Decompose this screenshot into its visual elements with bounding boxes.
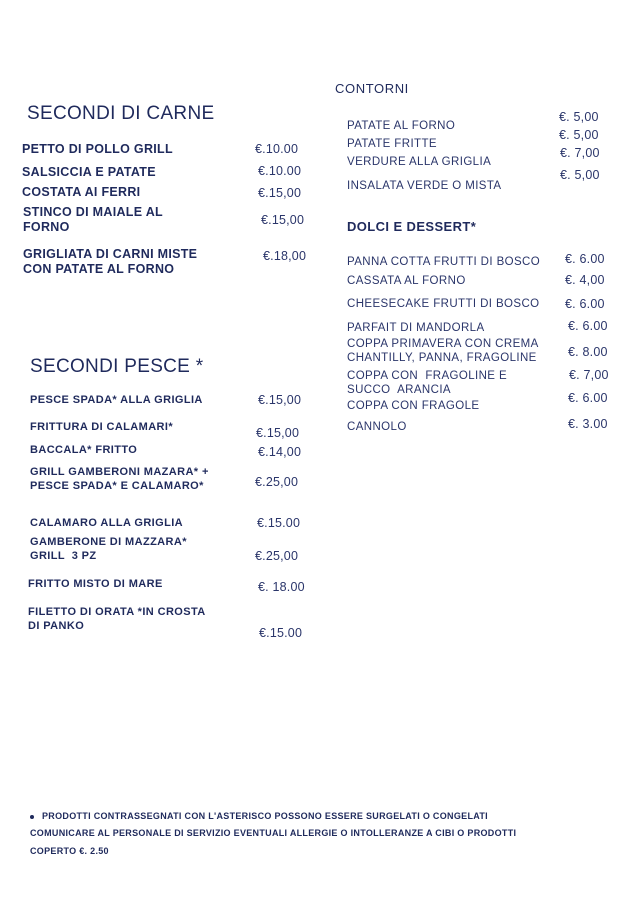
footer-note-surgelati: [30, 811, 488, 821]
contorni-heading: CONTORNI: [335, 81, 409, 96]
menu-item-name: PANNA COTTA FRUTTI DI BOSCO: [347, 256, 541, 268]
menu-item-name: FRITTO MISTO DI MARE: [28, 578, 163, 590]
menu-item-price: €. 5,00: [559, 110, 599, 124]
menu-item-name: FRITTURA DI CALAMARI*: [30, 421, 174, 433]
menu-item-name: CASSATA AL FORNO: [347, 275, 466, 287]
pesce-heading: SECONDI PESCE *: [30, 356, 204, 377]
bullet-icon: [30, 815, 34, 819]
menu-item-name: CHEESECAKE FRUTTI DI BOSCO: [347, 298, 540, 310]
menu-item-price: €.18,00: [263, 249, 307, 263]
menu-item-name: COPPA PRIMAVERA CON CREMA CHANTILLY, PANNA, FRAGOLINE: [347, 338, 539, 364]
menu-item-price: €.15,00: [258, 186, 302, 200]
menu-item-name: BACCALA* FRITTO: [30, 444, 138, 456]
menu-item-price: €. 6.00: [568, 391, 608, 405]
menu-item-price: €. 4,00: [565, 273, 605, 287]
dolci-heading: DOLCI E DESSERT*: [347, 219, 477, 234]
menu-item-name: CANNOLO: [347, 421, 407, 433]
menu-item-name: COPPA CON FRAGOLINE E SUCCO ARANCIA: [347, 370, 508, 396]
menu-item-price: €.15.00: [257, 516, 301, 530]
menu-item-price: €. 6.00: [568, 319, 608, 333]
menu-item-name: SALSICCIA E PATATE: [22, 165, 156, 179]
menu-item-price: €.10.00: [255, 142, 299, 156]
menu-item-price: €. 5,00: [560, 168, 600, 182]
menu-item-name: INSALATA VERDE O MISTA: [347, 180, 502, 192]
menu-item-name: PETTO DI POLLO GRILL: [22, 142, 173, 156]
menu-item-name: FILETTO DI ORATA *IN CROSTA DI PANKO: [28, 606, 206, 632]
menu-item-price: €. 7,00: [560, 146, 600, 160]
menu-item-price: €.15,00: [256, 426, 300, 440]
carne-heading: SECONDI DI CARNE: [27, 103, 215, 124]
menu-item-name: COSTATA AI FERRI: [22, 185, 141, 199]
footer-coperto: COPERTO €. 2.50: [30, 846, 109, 856]
menu-item-name: PATATE FRITTE: [347, 138, 437, 150]
menu-item-price: €.15,00: [261, 213, 305, 227]
menu-item-name: COPPA CON FRAGOLE: [347, 400, 480, 412]
menu-item-price: €.15.00: [259, 626, 303, 640]
menu-item-name: PESCE SPADA* ALLA GRIGLIA: [30, 394, 203, 406]
menu-item-name: GRILL GAMBERONI MAZARA* + PESCE SPADA* E CALAMARO*: [30, 466, 209, 492]
menu-item-name: GAMBERONE DI MAZZARA* GRILL 3 PZ: [30, 536, 187, 562]
menu-item-name: PATATE AL FORNO: [347, 120, 456, 132]
menu-item-price: €.25,00: [255, 549, 299, 563]
menu-item-name: GRIGLIATA DI CARNI MISTE CON PATATE AL FORNO: [23, 247, 198, 276]
menu-item-name: STINCO DI MAIALE AL FORNO: [23, 205, 163, 234]
menu-item-name: VERDURE ALLA GRIGLIA: [347, 156, 492, 168]
menu-item-price: €. 18.00: [258, 580, 305, 594]
footer-line-2: COMUNICARE AL PERSONALE DI SERVIZIO EVENTUALI ALLERGIE O INTOLLERANZE A CIBI O PRODOTTI: [30, 828, 517, 838]
menu-item-price: €. 6.00: [565, 297, 605, 311]
menu-item-name: PARFAIT DI MANDORLA: [347, 322, 485, 334]
menu-item-price: €. 8.00: [568, 345, 608, 359]
menu-item-price: €. 7,00: [569, 368, 609, 382]
menu-item-price: €.10.00: [258, 164, 302, 178]
menu-item-price: €.14,00: [258, 445, 302, 459]
menu-item-price: €. 3.00: [568, 417, 608, 431]
menu-item-price: €.15,00: [258, 393, 302, 407]
menu-item-name: CALAMARO ALLA GRIGLIA: [30, 517, 184, 529]
menu-item-price: €.25,00: [255, 475, 299, 489]
menu-item-price: €. 5,00: [559, 128, 599, 142]
footer-line-1: PRODOTTI CONTRASSEGNATI CON L'ASTERISCO POSSONO ESSERE SURGELATI O CONGELATI: [42, 811, 488, 821]
menu-item-price: €. 6.00: [565, 252, 605, 266]
